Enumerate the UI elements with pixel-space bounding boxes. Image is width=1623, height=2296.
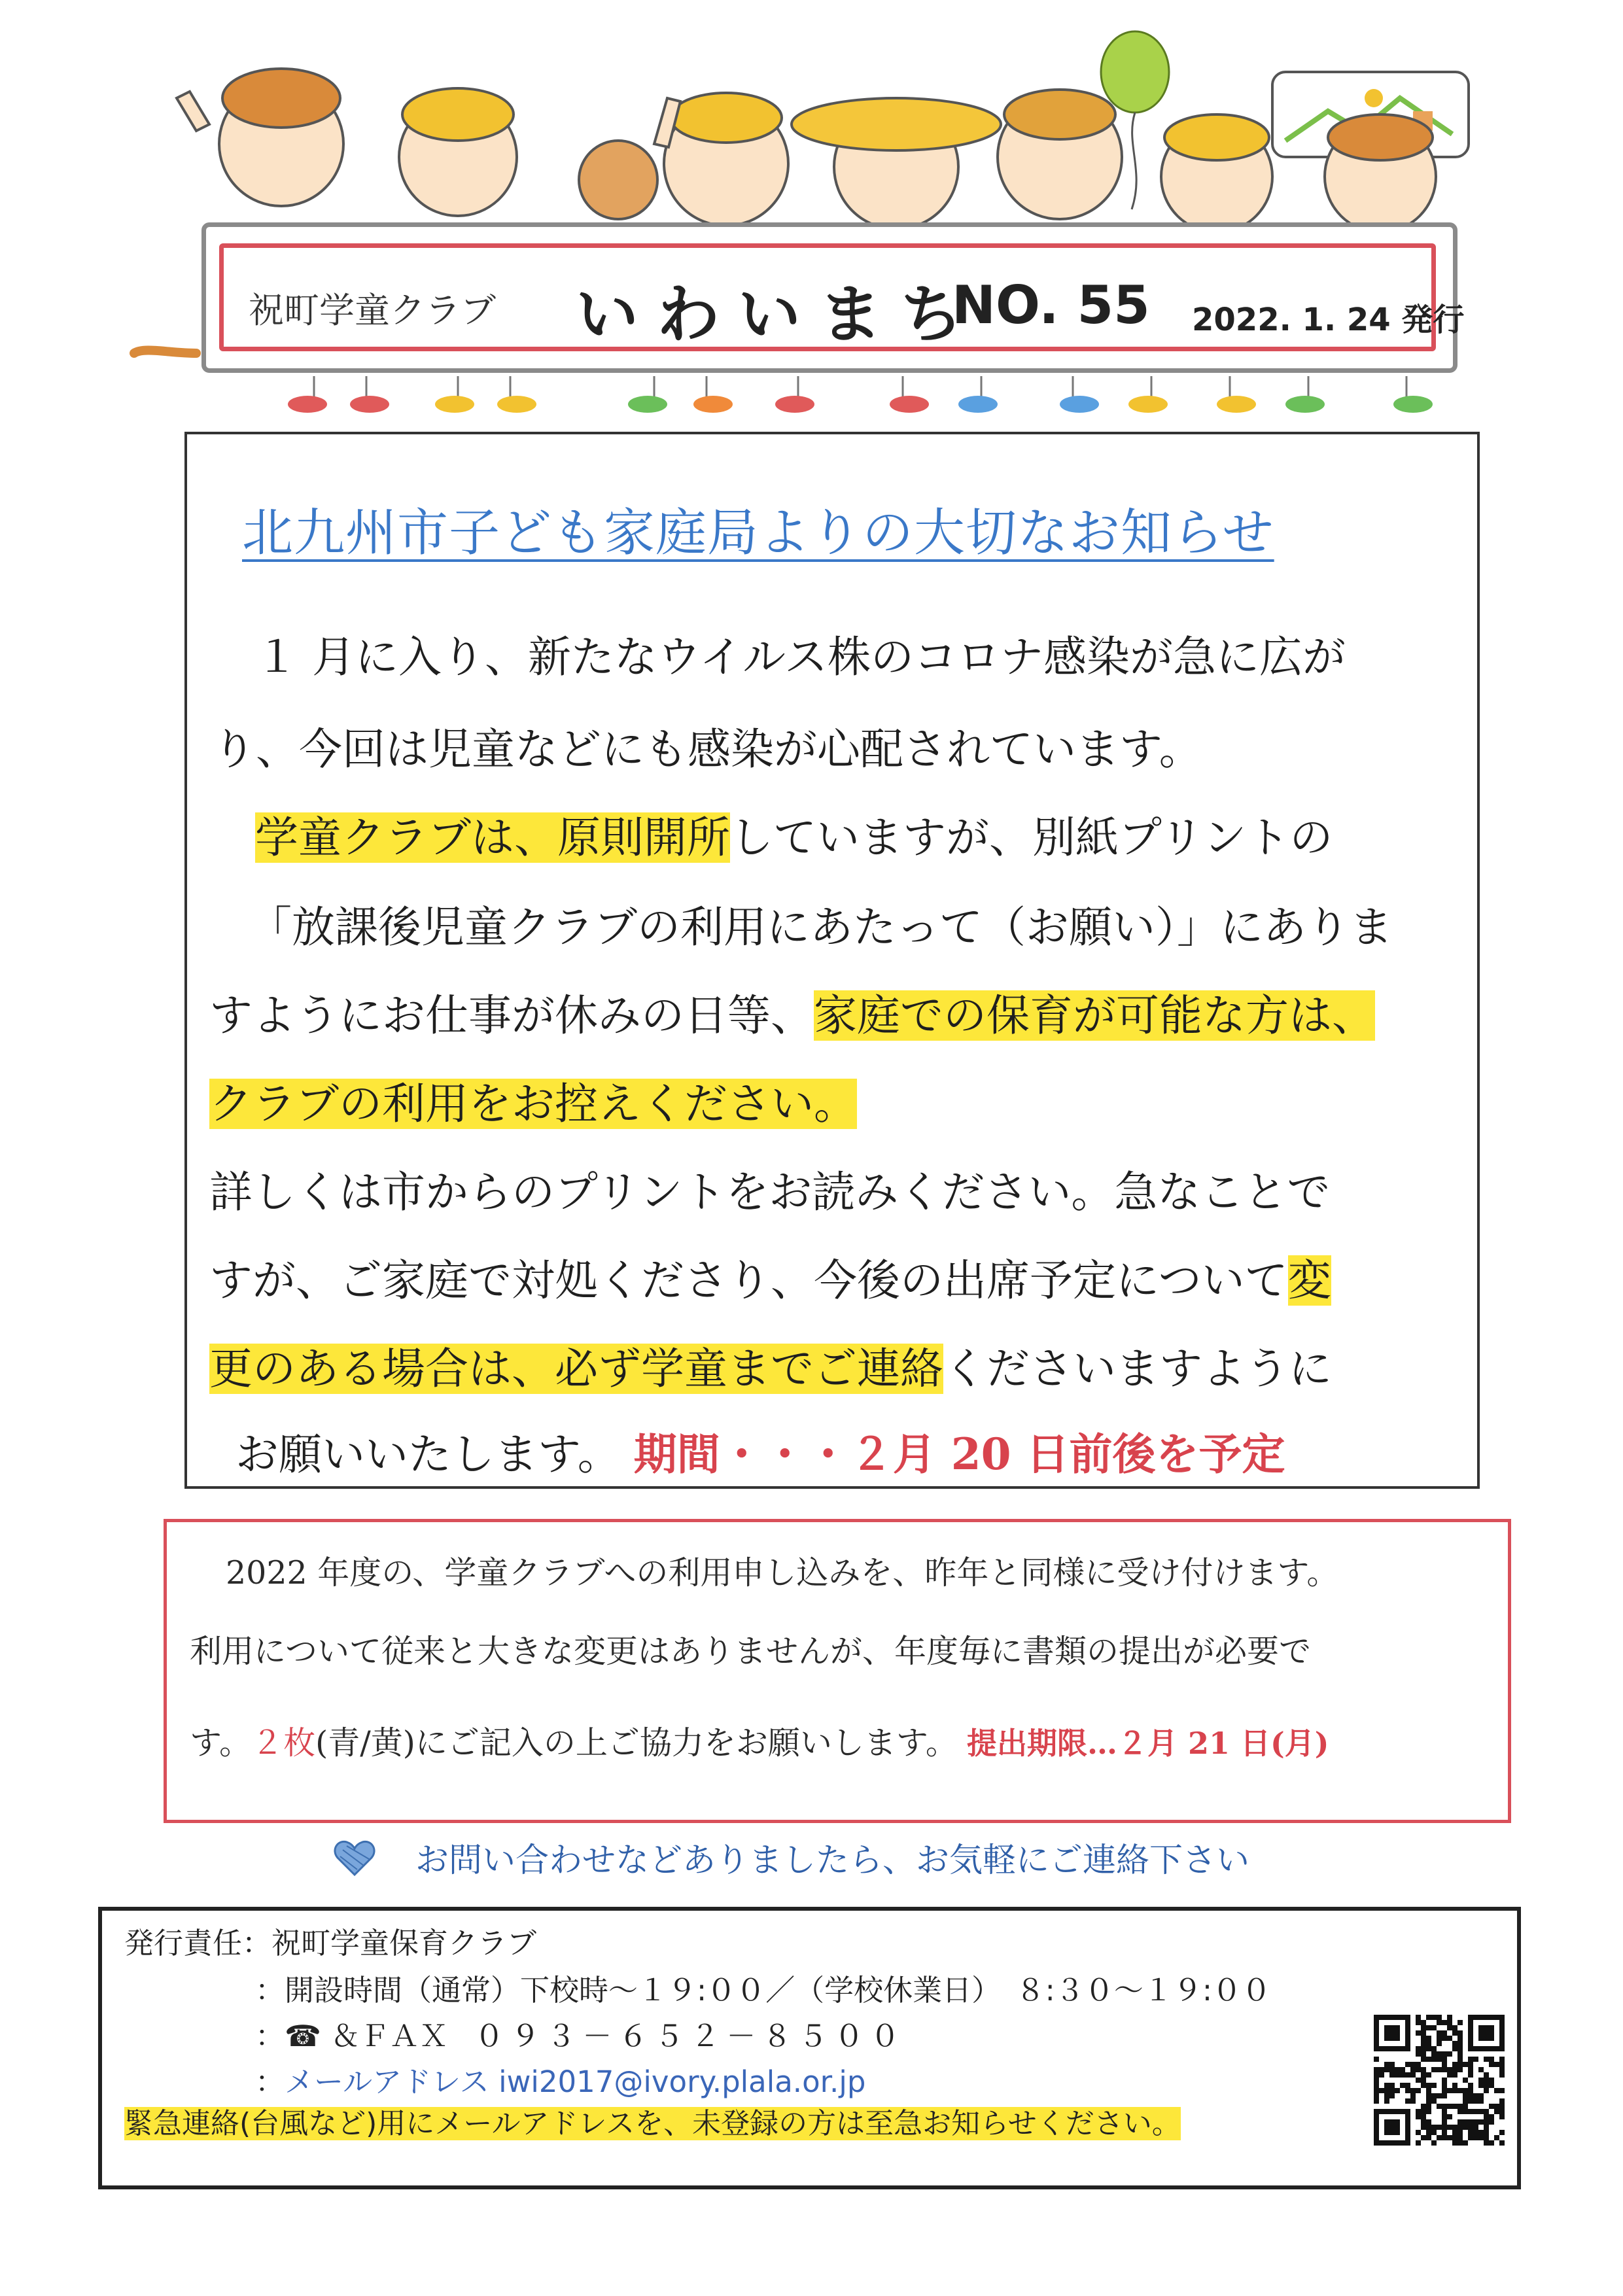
issue-date: 2022. 1. 24 発行 [1192,302,1465,338]
notice-line [236,1429,1285,1480]
emergency-note [124,2107,1181,2140]
mail-address [255,2064,866,2099]
notice-text: くださいますように [943,1344,1332,1394]
notice-line: り、今回は児童などにも感染が心配されています。 [213,724,1202,774]
club-name: 祝町学童クラブ [249,290,496,331]
emergency-highlight: 緊急連絡(台風など)用にメールアドレスを、未登録の方は至急お知らせください。 [124,2107,1181,2140]
tel-fax [255,2021,906,2051]
notice-line [209,1255,1331,1306]
issue-number: NO. 55 [952,275,1150,336]
application-line: 利用について従来と大きな変更はありませんが、年度毎に書類の提出が必要で [190,1633,1312,1670]
period-text: 期間・・・２月 20 日前後を予定 [633,1429,1285,1480]
notice-line [209,1344,1332,1394]
notice-line [209,990,1375,1041]
highlight-refrain: クラブの利用をお控えください。 [209,1079,857,1129]
opening-hours: ：開設時間（通常）下校時～１９:００／（学校休業日） ８:３０～１９:００ [255,1973,1271,2008]
application-text: (青/黄)にご記入の上ご協力をお願いします。 [315,1724,958,1762]
highlight-home-care: 家庭での保育が可能な方は、 [814,990,1375,1041]
notice-line: 詳しくは市からのプリントをお読みください。急なことで [209,1167,1331,1217]
mail-link[interactable]: メールアドレス iwi2017@ivory.plala.or.jp [285,2064,866,2099]
issuer: 発行責任：祝町学童保育クラブ [124,1926,537,1960]
application-line [190,1724,1329,1762]
highlight-change-a: 変 [1287,1255,1331,1306]
contact-line: お問い合わせなどありましたら、お気軽にご連絡下さい [415,1841,1250,1880]
notice-line [209,1079,857,1129]
newsletter-title: いわいまち [576,278,981,351]
qr-code[interactable] [1374,2015,1505,2146]
mail-prefix: ： [255,2064,285,2099]
application-text: す。 [190,1724,252,1762]
notice-line: 「放課後児童クラブの利用にあたって（お願い）」にありま [249,902,1393,952]
highlight-open: 学童クラブは、原則開所 [255,812,730,863]
notice-text: すが、ご家庭で対処くださり、今後の出席予定について [209,1255,1288,1306]
tel-number: ０９３－６５２－８５００ [474,2019,907,2053]
deadline: 提出期限…２月 21 日(月) [966,1726,1329,1761]
highlight-change-b: 更のある場合は、必ず学童までご連絡 [209,1344,943,1394]
notice-line: １ 月に入り、新たなウイルス株のコロナ感染が急に広が [255,632,1346,682]
notice-heading: 北九州市子ども家庭局よりの大切なお知らせ [242,504,1274,563]
application-line: 2022 年度の、学童クラブへの利用申し込みを、昨年と同様に受け付けます。 [226,1554,1339,1592]
sheet-count: ２枚 [251,1724,316,1762]
heart-icon [334,1839,375,1876]
notice-text: すようにお仕事が休みの日等、 [209,990,814,1041]
notice-text: していますが、別紙プリントの [730,812,1333,863]
notice-line [255,812,1333,863]
phone-icon: ：☎ ＆ＦＡＸ [255,2019,449,2053]
notice-box [184,432,1480,1489]
notice-text: お願いいたします。 [236,1429,621,1480]
